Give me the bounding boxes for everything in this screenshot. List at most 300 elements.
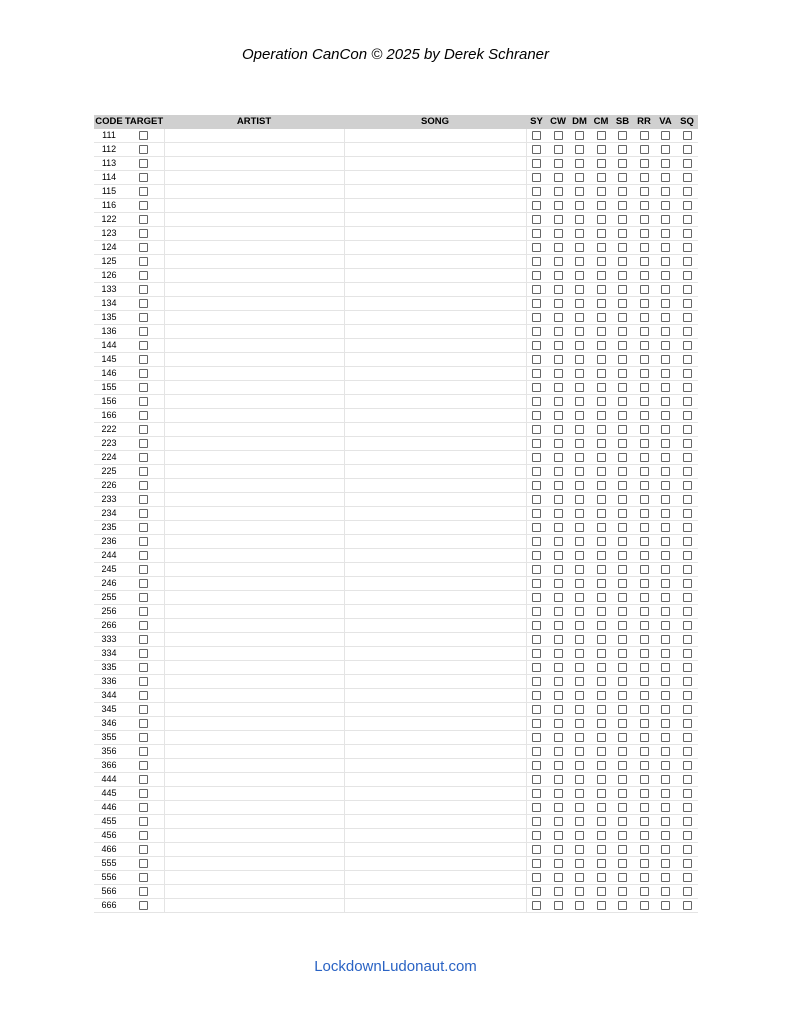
player-cw-checkbox[interactable]	[554, 271, 563, 280]
target-checkbox[interactable]	[139, 341, 148, 350]
player-dm-checkbox[interactable]	[575, 257, 584, 266]
song-cell[interactable]	[344, 493, 526, 507]
player-sy-checkbox[interactable]	[532, 789, 541, 798]
target-checkbox[interactable]	[139, 649, 148, 658]
player-cm-checkbox[interactable]	[597, 369, 606, 378]
player-dm-checkbox[interactable]	[575, 215, 584, 224]
player-cm-checkbox[interactable]	[597, 145, 606, 154]
player-rr-checkbox[interactable]	[640, 523, 649, 532]
target-checkbox[interactable]	[139, 859, 148, 868]
player-rr-checkbox[interactable]	[640, 481, 649, 490]
player-rr-checkbox[interactable]	[640, 663, 649, 672]
player-va-checkbox[interactable]	[661, 131, 670, 140]
player-va-checkbox[interactable]	[661, 411, 670, 420]
artist-cell[interactable]	[164, 409, 344, 423]
player-sy-checkbox[interactable]	[532, 775, 541, 784]
player-va-checkbox[interactable]	[661, 747, 670, 756]
artist-cell[interactable]	[164, 353, 344, 367]
artist-cell[interactable]	[164, 605, 344, 619]
player-cm-checkbox[interactable]	[597, 845, 606, 854]
player-cw-checkbox[interactable]	[554, 901, 563, 910]
player-sy-checkbox[interactable]	[532, 537, 541, 546]
artist-cell[interactable]	[164, 339, 344, 353]
player-sq-checkbox[interactable]	[683, 285, 692, 294]
player-sb-checkbox[interactable]	[618, 369, 627, 378]
player-dm-checkbox[interactable]	[575, 509, 584, 518]
artist-cell[interactable]	[164, 773, 344, 787]
song-cell[interactable]	[344, 647, 526, 661]
player-sq-checkbox[interactable]	[683, 495, 692, 504]
player-cw-checkbox[interactable]	[554, 761, 563, 770]
artist-cell[interactable]	[164, 199, 344, 213]
song-cell[interactable]	[344, 423, 526, 437]
player-rr-checkbox[interactable]	[640, 327, 649, 336]
player-sq-checkbox[interactable]	[683, 663, 692, 672]
player-rr-checkbox[interactable]	[640, 747, 649, 756]
player-cm-checkbox[interactable]	[597, 705, 606, 714]
player-sq-checkbox[interactable]	[683, 467, 692, 476]
player-dm-checkbox[interactable]	[575, 747, 584, 756]
player-cm-checkbox[interactable]	[597, 187, 606, 196]
player-sq-checkbox[interactable]	[683, 439, 692, 448]
player-va-checkbox[interactable]	[661, 691, 670, 700]
artist-cell[interactable]	[164, 367, 344, 381]
player-cw-checkbox[interactable]	[554, 131, 563, 140]
player-sb-checkbox[interactable]	[618, 593, 627, 602]
player-sb-checkbox[interactable]	[618, 285, 627, 294]
player-rr-checkbox[interactable]	[640, 621, 649, 630]
player-cw-checkbox[interactable]	[554, 621, 563, 630]
player-rr-checkbox[interactable]	[640, 285, 649, 294]
player-dm-checkbox[interactable]	[575, 537, 584, 546]
player-sq-checkbox[interactable]	[683, 747, 692, 756]
artist-cell[interactable]	[164, 815, 344, 829]
player-sq-checkbox[interactable]	[683, 271, 692, 280]
player-cm-checkbox[interactable]	[597, 229, 606, 238]
player-sq-checkbox[interactable]	[683, 565, 692, 574]
player-va-checkbox[interactable]	[661, 495, 670, 504]
song-cell[interactable]	[344, 829, 526, 843]
player-dm-checkbox[interactable]	[575, 467, 584, 476]
player-rr-checkbox[interactable]	[640, 131, 649, 140]
player-dm-checkbox[interactable]	[575, 327, 584, 336]
player-sy-checkbox[interactable]	[532, 425, 541, 434]
artist-cell[interactable]	[164, 129, 344, 143]
player-dm-checkbox[interactable]	[575, 551, 584, 560]
player-cm-checkbox[interactable]	[597, 215, 606, 224]
song-cell[interactable]	[344, 325, 526, 339]
player-cm-checkbox[interactable]	[597, 761, 606, 770]
player-sb-checkbox[interactable]	[618, 467, 627, 476]
artist-cell[interactable]	[164, 451, 344, 465]
song-cell[interactable]	[344, 367, 526, 381]
artist-cell[interactable]	[164, 521, 344, 535]
target-checkbox[interactable]	[139, 831, 148, 840]
player-dm-checkbox[interactable]	[575, 677, 584, 686]
player-rr-checkbox[interactable]	[640, 215, 649, 224]
player-cw-checkbox[interactable]	[554, 243, 563, 252]
player-dm-checkbox[interactable]	[575, 271, 584, 280]
player-sq-checkbox[interactable]	[683, 369, 692, 378]
player-rr-checkbox[interactable]	[640, 299, 649, 308]
player-dm-checkbox[interactable]	[575, 775, 584, 784]
player-cw-checkbox[interactable]	[554, 775, 563, 784]
player-cm-checkbox[interactable]	[597, 271, 606, 280]
player-sq-checkbox[interactable]	[683, 901, 692, 910]
player-sq-checkbox[interactable]	[683, 593, 692, 602]
target-checkbox[interactable]	[139, 495, 148, 504]
player-cm-checkbox[interactable]	[597, 243, 606, 252]
player-sy-checkbox[interactable]	[532, 285, 541, 294]
player-cw-checkbox[interactable]	[554, 355, 563, 364]
target-checkbox[interactable]	[139, 789, 148, 798]
target-checkbox[interactable]	[139, 257, 148, 266]
player-cm-checkbox[interactable]	[597, 439, 606, 448]
player-cm-checkbox[interactable]	[597, 775, 606, 784]
player-cw-checkbox[interactable]	[554, 663, 563, 672]
player-cm-checkbox[interactable]	[597, 467, 606, 476]
player-sb-checkbox[interactable]	[618, 775, 627, 784]
player-cw-checkbox[interactable]	[554, 565, 563, 574]
player-sb-checkbox[interactable]	[618, 243, 627, 252]
player-rr-checkbox[interactable]	[640, 901, 649, 910]
player-sy-checkbox[interactable]	[532, 257, 541, 266]
player-va-checkbox[interactable]	[661, 831, 670, 840]
artist-cell[interactable]	[164, 549, 344, 563]
artist-cell[interactable]	[164, 633, 344, 647]
player-va-checkbox[interactable]	[661, 761, 670, 770]
player-sb-checkbox[interactable]	[618, 215, 627, 224]
target-checkbox[interactable]	[139, 299, 148, 308]
player-sq-checkbox[interactable]	[683, 873, 692, 882]
player-va-checkbox[interactable]	[661, 901, 670, 910]
player-rr-checkbox[interactable]	[640, 383, 649, 392]
player-cm-checkbox[interactable]	[597, 327, 606, 336]
player-cm-checkbox[interactable]	[597, 383, 606, 392]
artist-cell[interactable]	[164, 745, 344, 759]
player-sq-checkbox[interactable]	[683, 201, 692, 210]
target-checkbox[interactable]	[139, 705, 148, 714]
artist-cell[interactable]	[164, 871, 344, 885]
player-cw-checkbox[interactable]	[554, 859, 563, 868]
player-va-checkbox[interactable]	[661, 579, 670, 588]
target-checkbox[interactable]	[139, 817, 148, 826]
target-checkbox[interactable]	[139, 425, 148, 434]
player-sq-checkbox[interactable]	[683, 383, 692, 392]
target-checkbox[interactable]	[139, 131, 148, 140]
player-sb-checkbox[interactable]	[618, 873, 627, 882]
target-checkbox[interactable]	[139, 397, 148, 406]
player-dm-checkbox[interactable]	[575, 243, 584, 252]
player-cm-checkbox[interactable]	[597, 411, 606, 420]
target-checkbox[interactable]	[139, 733, 148, 742]
player-rr-checkbox[interactable]	[640, 845, 649, 854]
player-sy-checkbox[interactable]	[532, 313, 541, 322]
player-cw-checkbox[interactable]	[554, 467, 563, 476]
artist-cell[interactable]	[164, 829, 344, 843]
player-sy-checkbox[interactable]	[532, 453, 541, 462]
player-va-checkbox[interactable]	[661, 159, 670, 168]
target-checkbox[interactable]	[139, 453, 148, 462]
player-va-checkbox[interactable]	[661, 775, 670, 784]
song-cell[interactable]	[344, 465, 526, 479]
player-dm-checkbox[interactable]	[575, 719, 584, 728]
player-sb-checkbox[interactable]	[618, 411, 627, 420]
song-cell[interactable]	[344, 703, 526, 717]
artist-cell[interactable]	[164, 479, 344, 493]
target-checkbox[interactable]	[139, 173, 148, 182]
player-sb-checkbox[interactable]	[618, 271, 627, 280]
player-va-checkbox[interactable]	[661, 607, 670, 616]
player-cm-checkbox[interactable]	[597, 425, 606, 434]
target-checkbox[interactable]	[139, 523, 148, 532]
player-sy-checkbox[interactable]	[532, 523, 541, 532]
song-cell[interactable]	[344, 507, 526, 521]
target-checkbox[interactable]	[139, 313, 148, 322]
player-rr-checkbox[interactable]	[640, 229, 649, 238]
player-dm-checkbox[interactable]	[575, 229, 584, 238]
song-cell[interactable]	[344, 577, 526, 591]
player-sb-checkbox[interactable]	[618, 859, 627, 868]
player-sy-checkbox[interactable]	[532, 131, 541, 140]
player-sb-checkbox[interactable]	[618, 579, 627, 588]
player-dm-checkbox[interactable]	[575, 789, 584, 798]
player-sy-checkbox[interactable]	[532, 187, 541, 196]
player-va-checkbox[interactable]	[661, 873, 670, 882]
player-dm-checkbox[interactable]	[575, 397, 584, 406]
player-sq-checkbox[interactable]	[683, 453, 692, 462]
player-sy-checkbox[interactable]	[532, 803, 541, 812]
player-sq-checkbox[interactable]	[683, 817, 692, 826]
player-rr-checkbox[interactable]	[640, 859, 649, 868]
player-rr-checkbox[interactable]	[640, 593, 649, 602]
player-cw-checkbox[interactable]	[554, 453, 563, 462]
player-sb-checkbox[interactable]	[618, 341, 627, 350]
artist-cell[interactable]	[164, 255, 344, 269]
player-sy-checkbox[interactable]	[532, 607, 541, 616]
player-va-checkbox[interactable]	[661, 467, 670, 476]
player-va-checkbox[interactable]	[661, 215, 670, 224]
player-dm-checkbox[interactable]	[575, 663, 584, 672]
player-dm-checkbox[interactable]	[575, 299, 584, 308]
artist-cell[interactable]	[164, 535, 344, 549]
player-rr-checkbox[interactable]	[640, 313, 649, 322]
player-sy-checkbox[interactable]	[532, 173, 541, 182]
player-rr-checkbox[interactable]	[640, 369, 649, 378]
artist-cell[interactable]	[164, 395, 344, 409]
player-cw-checkbox[interactable]	[554, 327, 563, 336]
artist-cell[interactable]	[164, 675, 344, 689]
player-sy-checkbox[interactable]	[532, 299, 541, 308]
player-cm-checkbox[interactable]	[597, 397, 606, 406]
player-cm-checkbox[interactable]	[597, 635, 606, 644]
player-sb-checkbox[interactable]	[618, 159, 627, 168]
player-sb-checkbox[interactable]	[618, 677, 627, 686]
player-cm-checkbox[interactable]	[597, 299, 606, 308]
artist-cell[interactable]	[164, 493, 344, 507]
song-cell[interactable]	[344, 143, 526, 157]
player-sb-checkbox[interactable]	[618, 397, 627, 406]
player-sy-checkbox[interactable]	[532, 243, 541, 252]
player-rr-checkbox[interactable]	[640, 803, 649, 812]
player-sq-checkbox[interactable]	[683, 677, 692, 686]
artist-cell[interactable]	[164, 787, 344, 801]
player-sq-checkbox[interactable]	[683, 831, 692, 840]
player-cw-checkbox[interactable]	[554, 817, 563, 826]
player-sb-checkbox[interactable]	[618, 187, 627, 196]
song-cell[interactable]	[344, 381, 526, 395]
player-cm-checkbox[interactable]	[597, 551, 606, 560]
artist-cell[interactable]	[164, 171, 344, 185]
player-sy-checkbox[interactable]	[532, 215, 541, 224]
player-va-checkbox[interactable]	[661, 523, 670, 532]
player-sb-checkbox[interactable]	[618, 789, 627, 798]
player-dm-checkbox[interactable]	[575, 607, 584, 616]
player-sq-checkbox[interactable]	[683, 355, 692, 364]
player-sb-checkbox[interactable]	[618, 747, 627, 756]
song-cell[interactable]	[344, 871, 526, 885]
song-cell[interactable]	[344, 157, 526, 171]
player-dm-checkbox[interactable]	[575, 565, 584, 574]
player-sq-checkbox[interactable]	[683, 481, 692, 490]
player-va-checkbox[interactable]	[661, 719, 670, 728]
player-sq-checkbox[interactable]	[683, 313, 692, 322]
artist-cell[interactable]	[164, 185, 344, 199]
player-cm-checkbox[interactable]	[597, 565, 606, 574]
player-sq-checkbox[interactable]	[683, 859, 692, 868]
song-cell[interactable]	[344, 409, 526, 423]
player-rr-checkbox[interactable]	[640, 495, 649, 504]
song-cell[interactable]	[344, 171, 526, 185]
player-sy-checkbox[interactable]	[532, 901, 541, 910]
song-cell[interactable]	[344, 283, 526, 297]
player-sb-checkbox[interactable]	[618, 761, 627, 770]
player-cw-checkbox[interactable]	[554, 887, 563, 896]
player-sy-checkbox[interactable]	[532, 327, 541, 336]
player-va-checkbox[interactable]	[661, 257, 670, 266]
player-sy-checkbox[interactable]	[532, 439, 541, 448]
player-sy-checkbox[interactable]	[532, 467, 541, 476]
player-cm-checkbox[interactable]	[597, 159, 606, 168]
song-cell[interactable]	[344, 633, 526, 647]
player-cw-checkbox[interactable]	[554, 439, 563, 448]
player-sb-checkbox[interactable]	[618, 355, 627, 364]
player-sb-checkbox[interactable]	[618, 635, 627, 644]
player-dm-checkbox[interactable]	[575, 523, 584, 532]
player-cw-checkbox[interactable]	[554, 733, 563, 742]
song-cell[interactable]	[344, 297, 526, 311]
player-cw-checkbox[interactable]	[554, 803, 563, 812]
player-sq-checkbox[interactable]	[683, 537, 692, 546]
player-sb-checkbox[interactable]	[618, 327, 627, 336]
player-cw-checkbox[interactable]	[554, 789, 563, 798]
artist-cell[interactable]	[164, 437, 344, 451]
target-checkbox[interactable]	[139, 901, 148, 910]
player-cm-checkbox[interactable]	[597, 313, 606, 322]
player-sy-checkbox[interactable]	[532, 495, 541, 504]
player-sy-checkbox[interactable]	[532, 383, 541, 392]
target-checkbox[interactable]	[139, 537, 148, 546]
player-dm-checkbox[interactable]	[575, 383, 584, 392]
player-cw-checkbox[interactable]	[554, 509, 563, 518]
player-cm-checkbox[interactable]	[597, 649, 606, 658]
player-sb-checkbox[interactable]	[618, 831, 627, 840]
player-dm-checkbox[interactable]	[575, 887, 584, 896]
player-va-checkbox[interactable]	[661, 453, 670, 462]
player-cm-checkbox[interactable]	[597, 201, 606, 210]
player-va-checkbox[interactable]	[661, 551, 670, 560]
player-cm-checkbox[interactable]	[597, 579, 606, 588]
player-va-checkbox[interactable]	[661, 341, 670, 350]
player-sb-checkbox[interactable]	[618, 901, 627, 910]
player-rr-checkbox[interactable]	[640, 159, 649, 168]
player-sy-checkbox[interactable]	[532, 761, 541, 770]
player-sb-checkbox[interactable]	[618, 229, 627, 238]
artist-cell[interactable]	[164, 619, 344, 633]
target-checkbox[interactable]	[139, 229, 148, 238]
artist-cell[interactable]	[164, 269, 344, 283]
player-dm-checkbox[interactable]	[575, 131, 584, 140]
player-sq-checkbox[interactable]	[683, 411, 692, 420]
player-cm-checkbox[interactable]	[597, 355, 606, 364]
player-cm-checkbox[interactable]	[597, 593, 606, 602]
player-sq-checkbox[interactable]	[683, 243, 692, 252]
song-cell[interactable]	[344, 661, 526, 675]
player-rr-checkbox[interactable]	[640, 635, 649, 644]
song-cell[interactable]	[344, 717, 526, 731]
player-sy-checkbox[interactable]	[532, 817, 541, 826]
player-va-checkbox[interactable]	[661, 593, 670, 602]
player-dm-checkbox[interactable]	[575, 453, 584, 462]
player-cm-checkbox[interactable]	[597, 453, 606, 462]
song-cell[interactable]	[344, 241, 526, 255]
player-sb-checkbox[interactable]	[618, 705, 627, 714]
player-cm-checkbox[interactable]	[597, 131, 606, 140]
player-rr-checkbox[interactable]	[640, 691, 649, 700]
player-rr-checkbox[interactable]	[640, 677, 649, 686]
player-sb-checkbox[interactable]	[618, 201, 627, 210]
player-va-checkbox[interactable]	[661, 663, 670, 672]
player-rr-checkbox[interactable]	[640, 789, 649, 798]
player-dm-checkbox[interactable]	[575, 495, 584, 504]
player-sy-checkbox[interactable]	[532, 887, 541, 896]
player-cw-checkbox[interactable]	[554, 313, 563, 322]
artist-cell[interactable]	[164, 311, 344, 325]
player-sy-checkbox[interactable]	[532, 621, 541, 630]
target-checkbox[interactable]	[139, 845, 148, 854]
player-cw-checkbox[interactable]	[554, 229, 563, 238]
player-va-checkbox[interactable]	[661, 509, 670, 518]
player-dm-checkbox[interactable]	[575, 733, 584, 742]
player-sq-checkbox[interactable]	[683, 159, 692, 168]
player-sq-checkbox[interactable]	[683, 215, 692, 224]
player-sq-checkbox[interactable]	[683, 803, 692, 812]
player-sy-checkbox[interactable]	[532, 481, 541, 490]
player-cw-checkbox[interactable]	[554, 593, 563, 602]
player-sq-checkbox[interactable]	[683, 579, 692, 588]
player-sb-checkbox[interactable]	[618, 663, 627, 672]
player-dm-checkbox[interactable]	[575, 313, 584, 322]
player-cm-checkbox[interactable]	[597, 873, 606, 882]
player-dm-checkbox[interactable]	[575, 593, 584, 602]
target-checkbox[interactable]	[139, 607, 148, 616]
player-rr-checkbox[interactable]	[640, 257, 649, 266]
player-dm-checkbox[interactable]	[575, 355, 584, 364]
player-sb-checkbox[interactable]	[618, 425, 627, 434]
target-checkbox[interactable]	[139, 761, 148, 770]
artist-cell[interactable]	[164, 283, 344, 297]
player-cm-checkbox[interactable]	[597, 887, 606, 896]
